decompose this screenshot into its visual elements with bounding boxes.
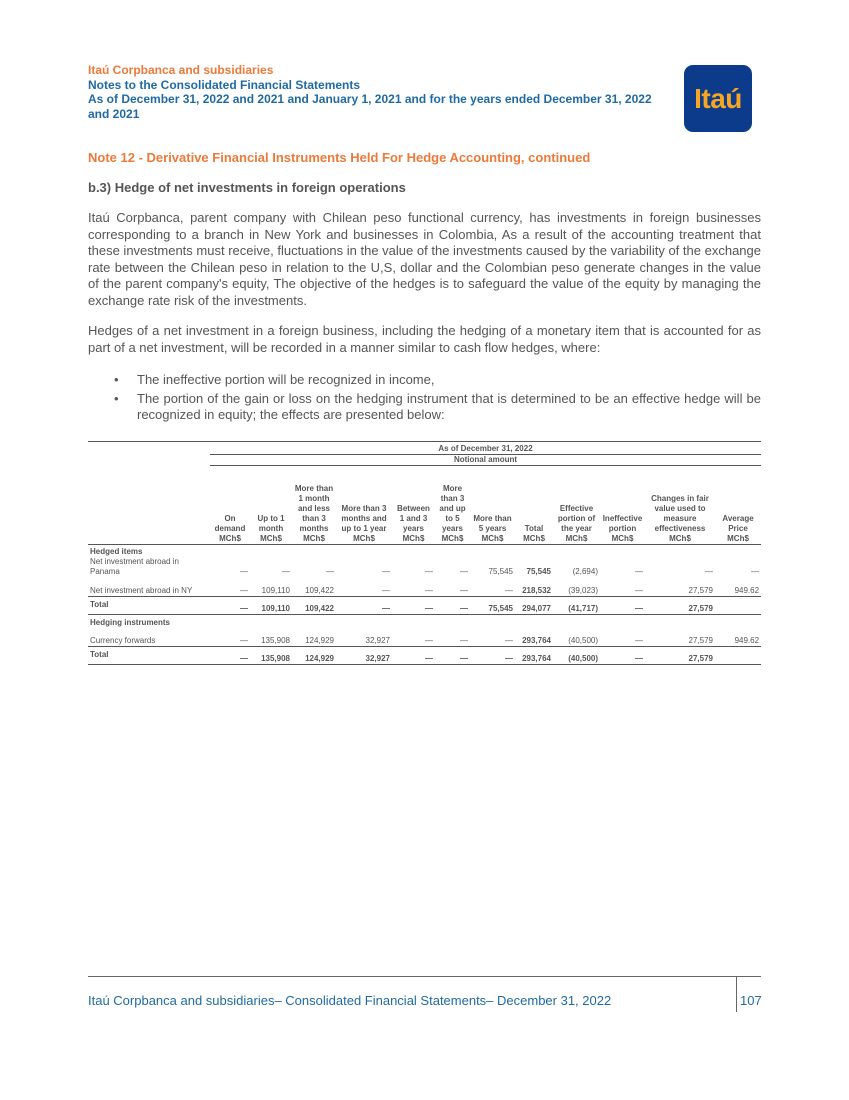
cell: — xyxy=(382,586,390,595)
unit-label: MCh$ xyxy=(336,534,392,545)
cell: — xyxy=(460,586,468,595)
bullet-item xyxy=(88,372,761,389)
unit-label: MCh$ xyxy=(715,534,761,545)
cell: 75,545 xyxy=(470,597,515,615)
cell: 109,110 xyxy=(250,597,292,615)
section-title: b.3) Hedge of net investments in foreign operations xyxy=(88,180,406,195)
cell: 293,764 xyxy=(522,635,551,645)
cell: 949.62 xyxy=(734,635,760,645)
bullet-text: The portion of the gain or loss on the hedging instrument that is determined to be an effective hedge will be recognized in equity; the effects are presented below: xyxy=(137,390,761,422)
row-label: Currency forwards xyxy=(90,635,156,645)
col-header: More than 3 and up to 5 years xyxy=(439,483,466,533)
cell: 109,110 xyxy=(261,586,290,595)
unit-label: MCh$ xyxy=(553,534,600,545)
table-row xyxy=(88,577,761,597)
col-header: Effective portion of the year xyxy=(557,503,596,533)
footer-text: Itaú Corpbanca and subsidiaries– Consolidated Financial Statements– December 31, 2022 xyxy=(88,993,612,1008)
bullet-item xyxy=(88,391,761,424)
company-name: Itaú Corpbanca and subsidiaries xyxy=(88,63,274,77)
cell: 293,764 xyxy=(515,646,553,664)
cell: 109,422 xyxy=(305,586,334,595)
cell: — xyxy=(460,635,468,645)
cell: — xyxy=(751,566,760,576)
cell: (2,694) xyxy=(572,566,598,576)
cell: — xyxy=(470,646,515,664)
paragraph-2: Hedges of a net investment in a foreign business, including the hedging of a monetary item that is accounted for as part of a net investment, will be recorded in a manner similar to cash flow hedges, where: xyxy=(88,323,761,355)
cell: — xyxy=(705,566,713,576)
cell: — xyxy=(635,566,643,576)
row-label: Net investment abroad in NY xyxy=(90,586,193,595)
cell: — xyxy=(392,597,435,615)
cell: 218,532 xyxy=(522,586,551,595)
cell: (39,023) xyxy=(568,586,598,595)
itau-logo xyxy=(684,65,752,132)
cell: (40,500) xyxy=(553,646,600,664)
cell: — xyxy=(240,635,248,645)
col-header: More than 1 month and less than 3 months xyxy=(294,483,334,533)
col-header: Ineffective portion xyxy=(602,513,643,533)
cell: — xyxy=(635,586,643,595)
cell: — xyxy=(505,586,513,595)
table-row xyxy=(88,628,761,646)
cell: — xyxy=(435,597,470,615)
cell: 124,929 xyxy=(292,646,336,664)
col-header: More than 3 months and up to 1 year xyxy=(341,503,387,533)
cell: — xyxy=(210,646,250,664)
cell: 109,422 xyxy=(292,597,336,615)
unit-label: MCh$ xyxy=(250,534,292,545)
cell: — xyxy=(382,566,390,576)
unit-label: MCh$ xyxy=(210,534,250,545)
page-number: 107 xyxy=(740,993,762,1008)
col-header: Average Price xyxy=(722,513,754,533)
cell xyxy=(715,597,761,615)
cell: — xyxy=(460,566,468,576)
notional-header: Notional amount xyxy=(210,455,761,466)
cell: 27,579 xyxy=(645,597,715,615)
unit-label: MCh$ xyxy=(392,534,435,545)
footer-vertical-divider xyxy=(736,976,737,1012)
unit-label: MCh$ xyxy=(470,534,515,545)
section-title: Hedging instruments xyxy=(90,618,171,627)
cell: 32,927 xyxy=(336,646,392,664)
unit-label: MCh$ xyxy=(292,534,336,545)
cell: — xyxy=(425,586,433,595)
cell: — xyxy=(392,646,435,664)
bullet-icon: • xyxy=(114,390,119,406)
col-header: On demand xyxy=(214,513,246,533)
cell: (40,500) xyxy=(568,635,598,645)
bullet-list xyxy=(88,372,761,426)
bullet-icon: • xyxy=(114,372,119,387)
cell: 124,929 xyxy=(305,635,334,645)
cell: — xyxy=(600,646,645,664)
total-row xyxy=(88,646,761,664)
section-title: Hedged items xyxy=(90,546,143,556)
logo-text: Itaú xyxy=(694,82,742,114)
cell: 949.62 xyxy=(734,586,760,595)
cell: — xyxy=(600,597,645,615)
cell: — xyxy=(282,566,290,576)
note-title: Note 12 - Derivative Financial Instruments Held For Hedge Accounting, continued xyxy=(88,150,591,165)
cell: — xyxy=(240,566,248,576)
cell: — xyxy=(425,635,433,645)
total-label: Total xyxy=(88,646,210,664)
cell: 135,908 xyxy=(250,646,292,664)
cell: — xyxy=(425,566,433,576)
cell: 294,077 xyxy=(515,597,553,615)
cell: — xyxy=(505,635,513,645)
cell: 75,545 xyxy=(488,566,513,576)
header-line-2: Notes to the Consolidated Financial Statements xyxy=(88,77,361,92)
cell: — xyxy=(240,586,248,595)
paragraph-1: Itaú Corpbanca, parent company with Chilean peso functional currency, has investments in foreign businesses corresponding to a branch in New York and businesses in Colombia, As a result of the accounting treatment that these investments must receive, fluctuations in the value of the investments caused by the variability of the exchange rate between the Chilean peso in relation to the U,S, dollar and the Colombian peso generate changes in the value of the parent company's equity, The objective of the hedges is to safeguard the value of the equity by managing the exchange rate risk of the investments. xyxy=(88,210,761,308)
cell: 75,545 xyxy=(526,566,551,576)
cell: 27,579 xyxy=(645,646,715,664)
col-header: More than 5 years xyxy=(473,513,512,533)
row-label: Net investment abroad in Panama xyxy=(90,556,179,576)
unit-label: MCh$ xyxy=(515,534,553,545)
cell: — xyxy=(435,646,470,664)
header-line-3: As of December 31, 2022 and 2021 and January 1, 2021 and for the years ended December 31, 2022 xyxy=(88,92,652,106)
footer-divider xyxy=(88,976,761,977)
bullet-text: The ineffective portion will be recognized in income, xyxy=(137,372,435,387)
unit-label: MCh$ xyxy=(600,534,645,545)
unit-label: MCh$ xyxy=(645,534,715,545)
cell: 27,579 xyxy=(688,586,713,595)
document-header xyxy=(88,63,688,121)
total-row xyxy=(88,597,761,615)
col-header: Up to 1 month xyxy=(257,513,285,533)
header-line-4: and 2021 xyxy=(88,106,140,121)
table-row xyxy=(88,557,761,577)
period-header: As of December 31, 2022 xyxy=(210,442,761,455)
cell: (41,717) xyxy=(553,597,600,615)
cell: 27,579 xyxy=(688,635,713,645)
cell: — xyxy=(336,597,392,615)
hedge-table xyxy=(88,441,761,665)
col-header: Between 1 and 3 years xyxy=(397,503,430,533)
cell xyxy=(715,646,761,664)
cell: 32,927 xyxy=(365,635,390,645)
cell: — xyxy=(635,635,643,645)
col-header: Changes in fair value used to measure effectiveness xyxy=(651,493,709,533)
cell: 135,908 xyxy=(261,635,290,645)
total-label: Total xyxy=(88,597,210,615)
cell: — xyxy=(326,566,334,576)
cell: — xyxy=(210,597,250,615)
unit-label: MCh$ xyxy=(435,534,470,545)
col-header: Total xyxy=(524,523,544,533)
